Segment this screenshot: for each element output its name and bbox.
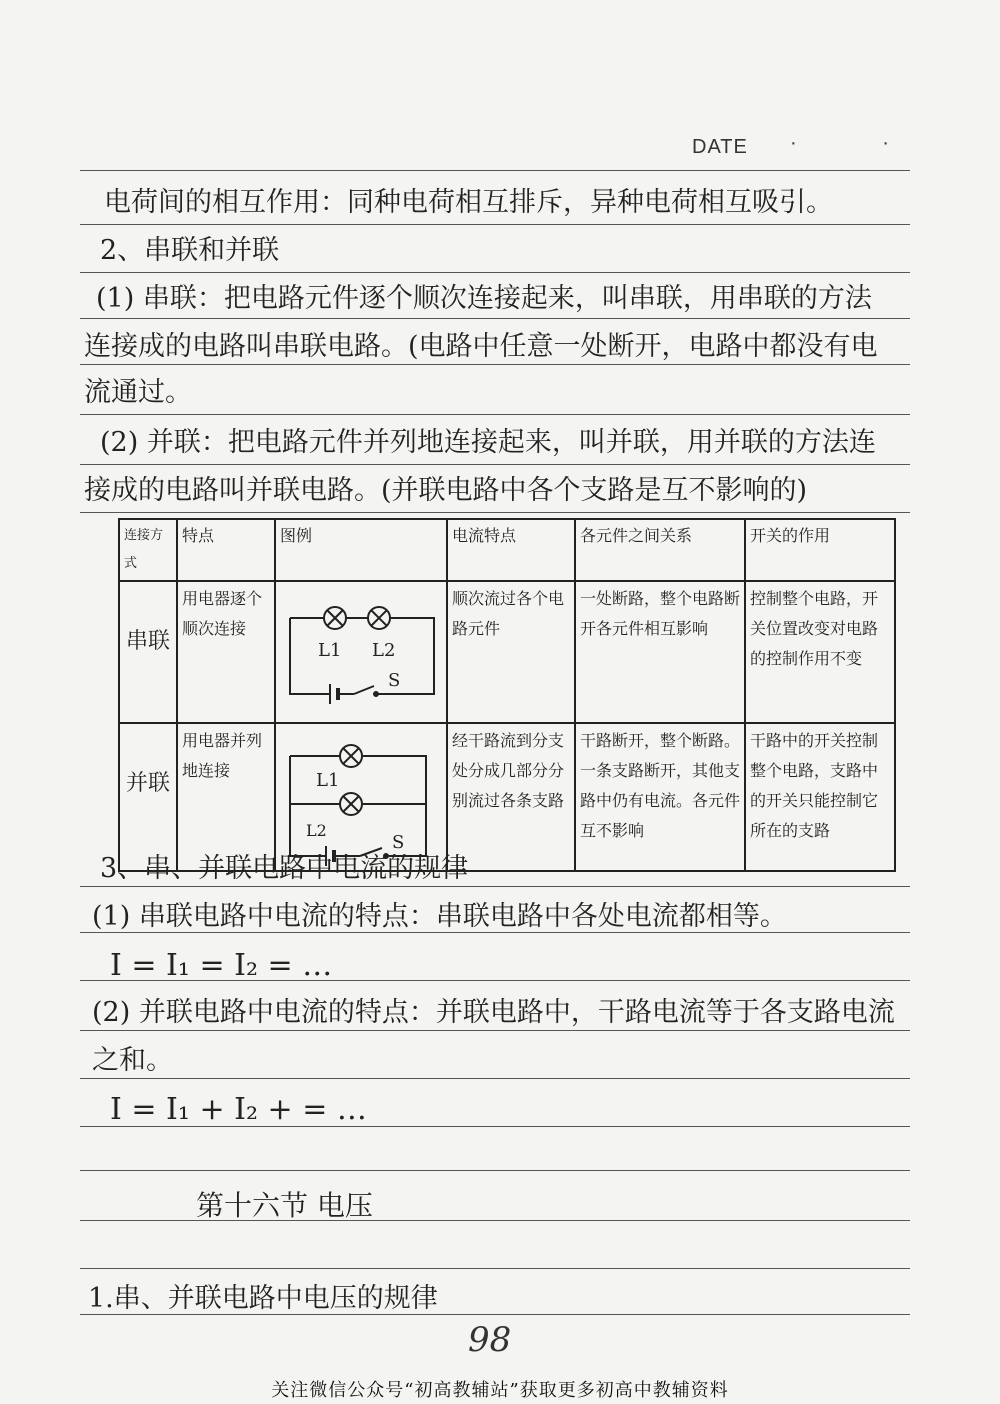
relation-cell: 干路断开，整个断路。一条支路断开，其他支路中仍有电流。各元件互不影响 (575, 723, 745, 871)
ruled-line (80, 886, 910, 887)
type-cell: 串联 (119, 581, 177, 723)
diagram-cell (275, 723, 447, 871)
type-cell: 并联 (119, 723, 177, 871)
parallel-circuit-diagram (276, 724, 447, 870)
diagram-cell (275, 581, 447, 723)
text-line: 连接成的电路叫串联电路。(电路中任意一处断开，电路中都没有电 (84, 331, 878, 362)
text-line: 流通过。 (84, 377, 192, 408)
chapter-heading: 第十六节 电压 (196, 1189, 373, 1222)
text-line: (2) 并联：把电路元件并列地连接起来，叫并联，用并联的方法连 (100, 427, 876, 458)
text-line: (1) 串联电路中电流的特点：串联电路中各处电流都相等。 (92, 901, 787, 932)
section-heading: 1.串、并联电路中电压的规律 (88, 1283, 438, 1314)
ruled-line (80, 272, 910, 273)
header-cell: 图例 (275, 519, 447, 581)
current-cell: 顺次流过各个电路元件 (447, 581, 575, 723)
ruled-line (80, 318, 910, 319)
header-cell: 电流特点 (447, 519, 575, 581)
switch-cell: 控制整个电路，开关位置改变对电路的控制作用不变 (745, 581, 895, 723)
table-row (119, 723, 895, 871)
header-cell: 特点 (177, 519, 275, 581)
ruled-line (80, 512, 910, 513)
series-circuit-diagram (276, 582, 447, 722)
formula-series-current: I = I₁ = I₂ = … (110, 948, 333, 983)
current-cell: 经干路流到分支处分成几部分分别流过各条支路 (447, 723, 575, 871)
feature-cell: 用电器并列地连接 (177, 723, 275, 871)
table-row (119, 581, 895, 723)
lamp-label: L1 (316, 770, 340, 791)
text-line: (2) 并联电路中电流的特点：并联电路中，干路电流等于各支路电流 (92, 997, 895, 1028)
series-parallel-table (118, 518, 896, 872)
table-header-row (119, 519, 895, 581)
lamp-label: L1 (318, 640, 342, 661)
header-cell: 连接方式 (119, 519, 177, 581)
relation-cell: 一处断路，整个电路断开各元件相互影响 (575, 581, 745, 723)
page-number: 98 (468, 1320, 512, 1360)
switch-label: S (388, 670, 401, 691)
text-line: (1) 串联：把电路元件逐个顺次连接起来，叫串联，用串联的方法 (96, 283, 872, 314)
text-line: 电荷间的相互作用：同种电荷相互排斥，异种电荷相互吸引。 (104, 187, 833, 218)
ruled-line (80, 1078, 910, 1079)
text-line: 接成的电路叫并联电路。(并联电路中各个支路是互不影响的) (84, 475, 808, 506)
date-dots: · · (790, 132, 929, 154)
ruled-line (80, 414, 910, 415)
ruled-line (80, 170, 910, 171)
lamp-label: L2 (306, 821, 327, 840)
formula-parallel-current: I = I₁ + I₂ + = … (110, 1092, 367, 1127)
header-cell: 各元件之间关系 (575, 519, 745, 581)
text-line: 之和。 (92, 1045, 173, 1076)
switch-cell: 干路中的开关控制整个电路，支路中的开关只能控制它所在的支路 (745, 723, 895, 871)
footer-note: 关注微信公众号“初高教辅站”获取更多初高中教辅资料 (271, 1380, 729, 1401)
lamp-label: L2 (372, 640, 396, 661)
section-heading: 3、串、并联电路中电流的规律 (100, 853, 469, 884)
ruled-line (80, 224, 910, 225)
date-label: DATE (692, 136, 748, 158)
section-heading: 2、串联和并联 (100, 235, 280, 266)
ruled-line (80, 1030, 910, 1031)
header-cell: 开关的作用 (745, 519, 895, 581)
feature-cell: 用电器逐个顺次连接 (177, 581, 275, 723)
ruled-line (80, 464, 910, 465)
ruled-line (80, 364, 910, 365)
switch-label: S (392, 832, 405, 853)
ruled-line (80, 1268, 910, 1269)
ruled-line (80, 1170, 910, 1171)
